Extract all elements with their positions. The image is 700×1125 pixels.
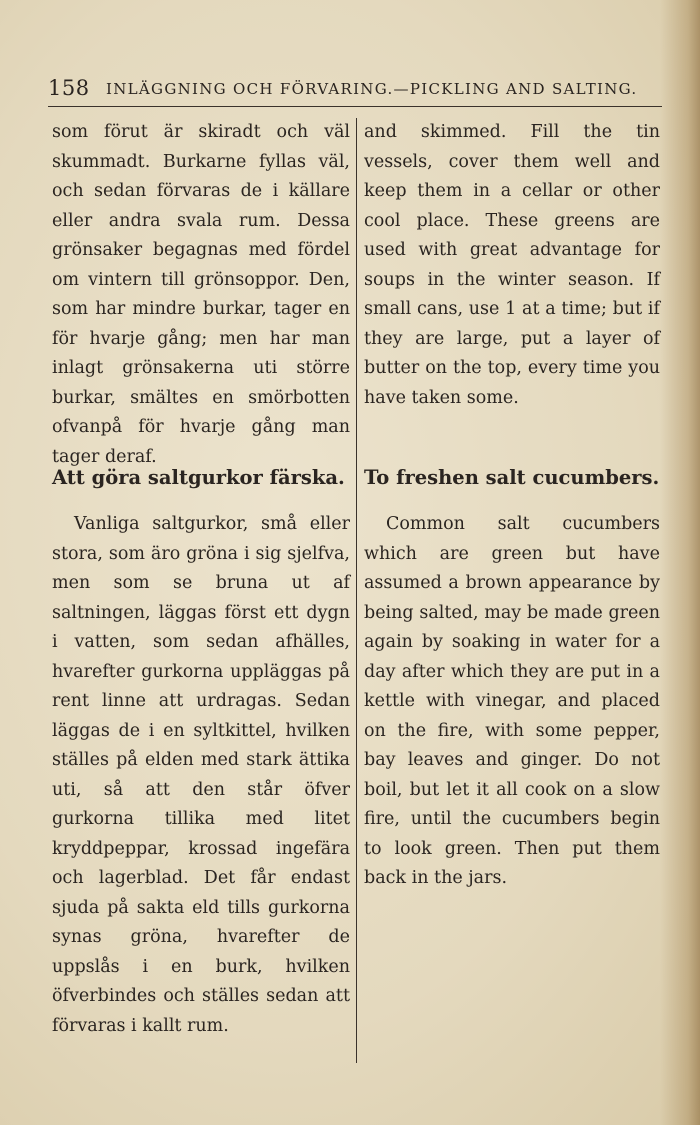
- english-continued-paragraph: and skimmed. Fill the tin vessels, cover them well and keep them in a cellar or other cool place. These greens are used with great advantage for soups in the winter season. If small cans, use 1 at a time; but if they are large, put a layer of butter on the top, every time you have taken some.: [364, 122, 660, 408]
- swedish-recipe-heading: Att göra saltgurkor färska.: [52, 466, 345, 489]
- swedish-recipe-paragraph: Vanliga saltgurkor, små eller stora, som äro gröna i sig sjelfva, men som se bruna ut af saltningen, läggas först ett dygn i vatten, som sedan afhälles, hvarefter gurkorna uppläggas på rent linne att urdragas. Sedan läggas de i en syltkittel, hvilken ställes på elden med stark ättika uti, så att den står öfver gurkorna tillika med litet kryddpeppar, krossad ingefära och lagerblad. Det får endast sjuda på sakta eld tills gurkorna synas gröna, hvarefter de uppslås i en burk, hvilken öfverbindes och ställes sedan att förvaras i kallt rum.: [52, 514, 350, 1036]
- column-divider: [356, 118, 357, 1063]
- page-edge-shadow: [660, 0, 700, 1125]
- swedish-continued-paragraph: som förut är skiradt och väl skummadt. Burkarne fyllas väl, och sedan förvaras de i källare eller andra svala rum. Dessa grönsaker begagnas med fördel om vintern till grönsoppor. Den, som har mindre burkar, tager en för hvarje gång; men har man inlagt grönsakerna uti större burkar, smältes en smörbotten ofvanpå för hvarje gång man tager deraf.: [52, 122, 350, 467]
- english-recipe-heading: To freshen salt cucumbers.: [364, 466, 660, 489]
- running-title: INLÄGGNING OCH FÖRVARING.—PICKLING AND SALTING.: [106, 80, 638, 98]
- english-recipe-paragraph: Common salt cucumbers which are green but have assumed a brown appearance by being salted, may be made green again by soaking in water for a day after which they are put in a kettle with vinegar, and placed on the fire, with some pepper, bay leaves and ginger. Do not boil, but let it all cook on a slow fire, until the cucumbers begin to look green. Then put them back in the jars.: [364, 514, 660, 888]
- header-rule: [48, 106, 662, 107]
- page-number: 158: [48, 76, 90, 100]
- page-header: [48, 74, 660, 106]
